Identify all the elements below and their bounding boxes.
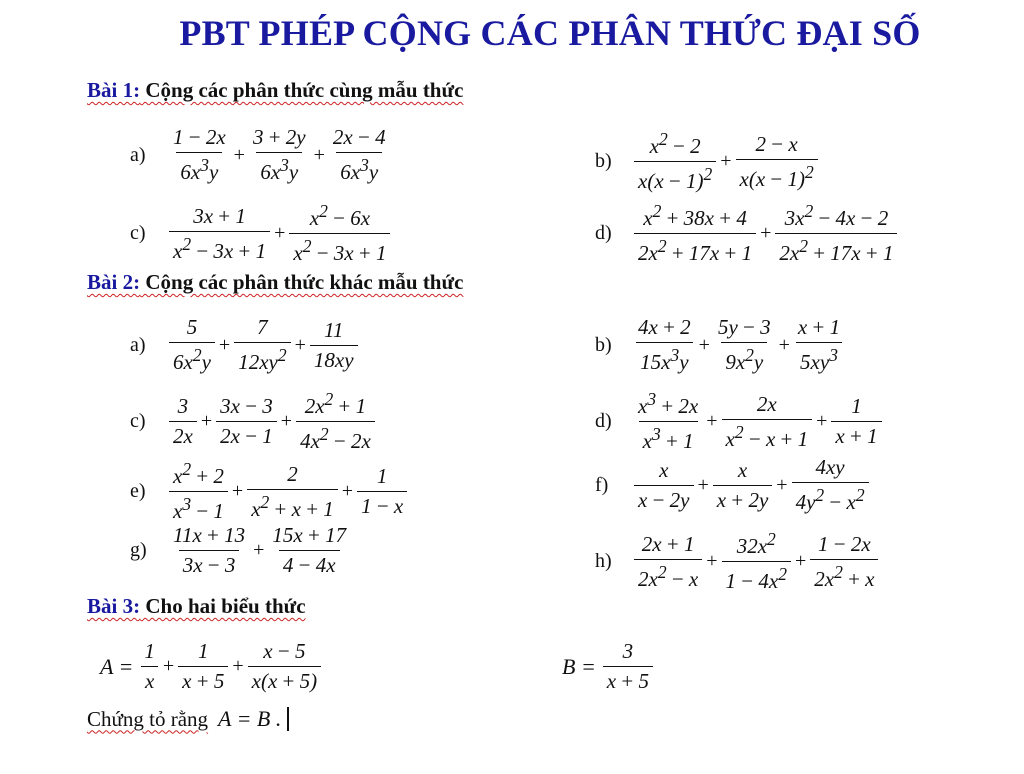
exercise-2c (130, 390, 378, 453)
fraction (713, 459, 773, 512)
fraction (140, 640, 159, 693)
prove-expression: A = B . (218, 706, 282, 731)
math-expression (166, 524, 353, 577)
exercise-2f (595, 456, 872, 514)
exercise-1a (130, 126, 393, 184)
numerator: 3 (622, 639, 634, 663)
numerator: 5 (186, 315, 198, 339)
denominator: $6x^2y$ (169, 342, 215, 374)
section-label: Bài 1: (87, 78, 141, 102)
fraction (736, 133, 818, 191)
exercise-2d (595, 390, 885, 453)
denominator: $x^2 - 3x + 1$ (169, 231, 270, 263)
denominator: $x^3 - 1$ (169, 491, 228, 523)
denominator: $x^3 + 1$ (639, 421, 698, 453)
plus-operator: + (706, 410, 718, 433)
math-expression (631, 456, 872, 514)
plus-operator: + (274, 222, 286, 245)
plus-operator: + (218, 333, 231, 356)
section-text: Cho hai biểu thức (140, 594, 306, 618)
fraction (169, 126, 230, 184)
numerator: $x^2 + 2$ (173, 459, 224, 488)
fraction (247, 463, 338, 521)
denominator: $4y^2 - x^2$ (792, 482, 869, 514)
denominator: x(x + 5) (248, 666, 321, 693)
plus-operator: + (776, 473, 788, 496)
denominator: x + 1 (831, 421, 881, 448)
fraction (289, 202, 390, 265)
plus-operator: + (760, 222, 772, 245)
denominator: $1 - 4x^2$ (722, 561, 791, 593)
plus-operator: + (341, 480, 354, 503)
fraction (722, 393, 813, 451)
math-expression (562, 640, 656, 693)
fraction (169, 316, 215, 374)
math-expression (631, 316, 847, 374)
fraction (722, 530, 791, 593)
denominator: $5xy^3$ (796, 342, 842, 374)
denominator: $12xy^2$ (234, 342, 290, 374)
numerator: 4xy (815, 455, 845, 479)
numerator: $x^2 - 2$ (649, 129, 701, 158)
fraction (169, 460, 228, 523)
fraction (634, 202, 756, 265)
exercise-label: f) (595, 473, 609, 496)
expression-lhs: B = (562, 653, 596, 679)
plus-operator: + (200, 410, 213, 433)
expression-a (100, 640, 324, 693)
fraction (248, 640, 321, 693)
numerator: 11 (323, 317, 344, 342)
numerator: 1 − 2x (173, 125, 226, 149)
math-expression (631, 390, 885, 453)
exercise-label: g) (130, 539, 147, 562)
fraction (792, 456, 869, 514)
section-text: Cộng các phân thức cùng mẫu thức (140, 78, 464, 102)
denominator: $2x^2 - x$ (634, 559, 702, 591)
plus-operator: + (280, 410, 293, 433)
math-expression (166, 390, 378, 453)
denominator: x (141, 666, 158, 693)
denominator: $x(x - 1)^2$ (634, 161, 716, 193)
math-expression (631, 202, 900, 265)
denominator: 1 − x (357, 491, 407, 518)
section-bai-3 (87, 594, 306, 619)
prove-text: Chứng tỏ rằng (87, 706, 209, 731)
plus-operator: + (706, 550, 718, 573)
fraction (268, 524, 350, 577)
plus-operator: + (816, 410, 828, 433)
exercise-label: c) (130, 410, 146, 433)
denominator: $6x^3y$ (336, 152, 382, 184)
fraction (634, 130, 716, 193)
exercise-1c (130, 202, 393, 265)
exercise-2b (595, 316, 847, 374)
exercise-label: b) (595, 150, 612, 173)
fraction (249, 126, 310, 184)
fraction (810, 533, 878, 591)
numerator: 2x (756, 391, 777, 416)
numerator: 11x + 13 (173, 523, 246, 547)
numerator: $3x^2 - 4x - 2$ (784, 201, 889, 230)
denominator: $2x^2 + 17x + 1$ (634, 233, 756, 265)
denominator: 18xy (310, 345, 358, 372)
plus-operator: + (231, 480, 244, 503)
numerator: 1 − 2x (818, 531, 871, 556)
exercise-label: b) (595, 333, 612, 356)
denominator: $2x^2 + 17x + 1$ (775, 233, 897, 265)
numerator: 5y − 3 (717, 315, 771, 339)
fraction (831, 395, 881, 448)
numerator: 4x + 2 (638, 315, 691, 339)
section-bai-1 (87, 78, 463, 103)
exercise-label: a) (130, 333, 146, 356)
fraction (357, 465, 407, 518)
math-expression (166, 126, 393, 184)
denominator: $6x^3y$ (176, 152, 222, 184)
numerator: x − 5 (263, 639, 306, 663)
exercise-label: d) (595, 410, 612, 433)
numerator: x + 1 (797, 315, 841, 339)
fraction (634, 316, 695, 374)
numerator: 1 (376, 464, 388, 488)
numerator: 1 (198, 639, 209, 663)
fraction (794, 316, 844, 374)
numerator: 2x − 4 (332, 125, 386, 149)
fraction (234, 316, 290, 374)
fraction (603, 640, 653, 693)
numerator: x (737, 457, 748, 482)
numerator: 2x + 1 (641, 531, 695, 556)
exercise-label: a) (130, 143, 146, 166)
math-expression (631, 130, 821, 193)
prove-statement (87, 706, 289, 732)
denominator: $15x^3y$ (636, 342, 692, 374)
math-expression (166, 460, 410, 523)
numerator: 3 (177, 394, 189, 418)
section-label: Bài 2: (87, 270, 141, 294)
fraction (634, 390, 702, 453)
plus-operator: + (778, 333, 790, 356)
denominator: 2x (169, 421, 197, 448)
fraction (329, 126, 390, 184)
plus-operator: + (294, 333, 306, 356)
numerator: 3 + 2y (252, 125, 306, 149)
fraction (714, 316, 775, 374)
fraction (169, 205, 270, 263)
numerator: 2 − x (755, 131, 798, 156)
numerator: $x^3 + 2x$ (638, 389, 699, 418)
plus-operator: + (794, 550, 807, 573)
numerator: x (659, 457, 669, 482)
fraction (216, 395, 277, 448)
exercise-2h (595, 530, 881, 593)
exercise-2a (130, 316, 361, 374)
fraction (634, 459, 694, 512)
denominator: 4 − 4x (279, 550, 340, 577)
numerator: $x^2 + 38x + 4$ (643, 201, 747, 230)
numerator: $x^2 - 6x$ (309, 201, 371, 230)
page-title: PBT PHÉP CỘNG CÁC PHÂN THỨC ĐẠI SỐ (179, 13, 921, 53)
plus-operator: + (253, 539, 265, 562)
denominator: $x^2 - x + 1$ (722, 419, 813, 451)
fraction (296, 390, 375, 453)
plus-operator: + (162, 655, 175, 678)
fraction (634, 533, 702, 591)
denominator: x + 2y (713, 485, 773, 512)
exercise-label: e) (130, 480, 146, 503)
exercise-label: h) (595, 550, 612, 573)
math-expression (100, 640, 324, 693)
exercise-2g (130, 524, 353, 577)
numerator: 15x + 17 (272, 523, 347, 547)
denominator: $9x^2y$ (721, 342, 767, 374)
numerator: 1 (144, 639, 155, 663)
plus-operator: + (232, 655, 244, 678)
numerator: 3x + 1 (193, 203, 246, 228)
plus-operator: + (720, 150, 732, 173)
numerator: 2 (287, 461, 298, 486)
numerator: 1 (851, 394, 862, 418)
fraction (178, 640, 228, 693)
denominator: x + 5 (603, 666, 653, 693)
denominator: $x^2 - 3x + 1$ (289, 233, 390, 265)
numerator: 7 (257, 315, 268, 339)
denominator: x + 5 (178, 666, 228, 693)
denominator: $2x^2 + x$ (810, 559, 878, 591)
math-expression (166, 316, 361, 374)
denominator: 3x − 3 (179, 550, 240, 577)
denominator: $x(x - 1)^2$ (736, 159, 818, 191)
math-expression (166, 202, 393, 265)
fraction (169, 395, 197, 448)
exercise-2e (130, 460, 410, 523)
section-text: Cộng các phân thức khác mẫu thức (140, 270, 464, 294)
fraction (310, 319, 358, 372)
math-expression (631, 530, 881, 593)
plus-operator: + (233, 143, 245, 166)
exercise-1d (595, 202, 900, 265)
section-label: Bài 3: (87, 594, 141, 618)
plus-operator: + (698, 333, 710, 356)
numerator: $32x^2$ (736, 529, 776, 558)
exercise-label: c) (130, 222, 146, 245)
exercise-1b (595, 130, 821, 193)
section-bai-2 (87, 270, 463, 295)
denominator: 2x − 1 (216, 421, 277, 448)
text-cursor (287, 707, 289, 731)
expression-b (562, 640, 656, 693)
plus-operator: + (697, 473, 709, 496)
numerator: 3x − 3 (220, 394, 273, 418)
plus-operator: + (313, 143, 325, 166)
numerator: $2x^2 + 1$ (304, 389, 367, 418)
fraction (169, 524, 249, 577)
denominator: $6x^3y$ (256, 152, 302, 184)
denominator: $4x^2 - 2x$ (296, 421, 375, 453)
fraction (775, 202, 897, 265)
exercise-label: d) (595, 222, 612, 245)
expression-lhs: A = (100, 653, 134, 679)
denominator: x − 2y (634, 485, 694, 512)
denominator: $x^2 + x + 1$ (247, 489, 338, 521)
